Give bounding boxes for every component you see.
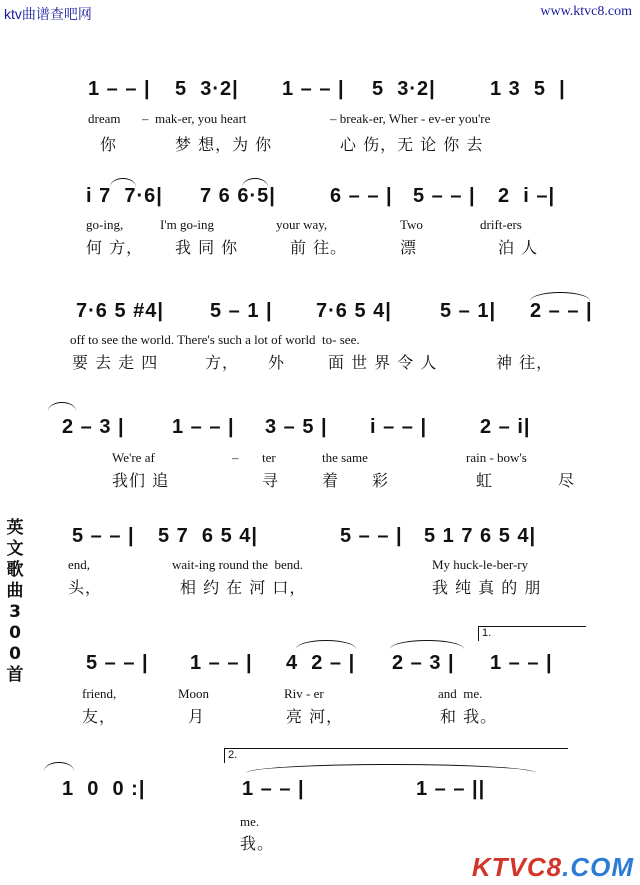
lyric: 友， — [82, 707, 117, 726]
measure: 5 7 6 5 4| — [158, 525, 258, 547]
lyric: 你 — [100, 135, 118, 154]
site-logo — [472, 852, 634, 883]
lyric: 泊 人 — [498, 238, 539, 257]
lyric: 要 去 走 四 — [72, 353, 159, 372]
lyric: My huck-le-ber-ry — [432, 557, 529, 572]
slur — [44, 762, 74, 771]
measure: 2 – 3 | — [62, 416, 125, 438]
lyric: 虹 — [476, 471, 494, 490]
lyric: I'm go-ing — [160, 217, 214, 232]
side-char: 文 — [6, 539, 24, 559]
slur — [246, 764, 536, 773]
lyric: 我 纯 真 的 朋 — [432, 578, 542, 597]
notation-line-2 — [0, 185, 640, 211]
measure: 5 – 1 | — [210, 300, 273, 322]
measure: 1 – – | — [282, 78, 345, 100]
lyric: 心 伤，无 论 你 去 — [340, 135, 484, 154]
side-char: 首 — [6, 665, 24, 685]
measure: 2 i –| — [498, 185, 556, 207]
measure: 1 – – || — [416, 778, 486, 800]
side-char: 3 — [9, 602, 21, 622]
side-char: 英 — [6, 518, 24, 538]
measure: 4 2 – | — [286, 652, 356, 674]
watermark-left: ktv曲谱查吧网 — [4, 6, 92, 22]
measure: 2 – i| — [480, 416, 531, 438]
side-char: 歌 — [6, 560, 24, 580]
lyric: and me. — [438, 686, 483, 701]
side-char: 曲 — [6, 581, 24, 601]
measure: 3 – 5 | — [265, 416, 328, 438]
measure: i 7 7·6| — [86, 185, 163, 207]
lyric: 月 — [188, 707, 206, 726]
measure: 5 – – | — [340, 525, 403, 547]
lyric: 相 约 在 河 口， — [180, 578, 307, 597]
notation-line-6 — [0, 652, 640, 678]
lyric: 方， — [205, 353, 240, 372]
lyric: 和 我。 — [440, 707, 498, 726]
lyric: the same — [322, 450, 368, 465]
logo-main: KTVC8 — [471, 852, 563, 882]
lyric: 何 方， — [86, 238, 144, 257]
lyric: 我 同 你 — [175, 238, 239, 257]
measure: 2 – 3 | — [392, 652, 455, 674]
lyric: go-ing, — [86, 217, 124, 232]
lyric: 面 世 界 令 人 — [328, 353, 438, 372]
measure: 1 – – | — [190, 652, 253, 674]
slur — [296, 640, 356, 649]
measure: 1 – – | — [172, 416, 235, 438]
lyric: – break-er, Wher - ev-er you're — [330, 111, 491, 126]
lyric: – — [232, 450, 239, 465]
side-char: 0 — [9, 623, 21, 643]
lyric: 尽 — [558, 471, 576, 490]
lyric: We're af — [112, 450, 155, 465]
measure: 1 0 0 :| — [62, 778, 146, 800]
lyric: 着 — [322, 471, 340, 490]
measure: 7·6 5 #4| — [76, 300, 164, 322]
measure: 7·6 5 4| — [316, 300, 392, 322]
lyric: 神 往， — [496, 353, 554, 372]
side-char: 0 — [9, 644, 21, 664]
lyric: friend, — [82, 686, 117, 701]
measure: 5 – – | — [413, 185, 476, 207]
lyric: off to see the world. There's such a lot of world to- see. — [70, 332, 360, 347]
notation-line-4 — [0, 416, 640, 442]
volta-second-ending: 2. — [224, 748, 568, 763]
measure: 5 – – | — [72, 525, 135, 547]
lyric: 前 往。 — [290, 238, 348, 257]
lyric: drift-ers — [480, 217, 522, 232]
measure: 1 – – | — [242, 778, 305, 800]
measure: 5 3·2| — [372, 78, 436, 100]
measure: 5 – 1| — [440, 300, 497, 322]
lyric: 头， — [68, 578, 103, 597]
lyric: me. — [240, 814, 260, 829]
measure: 1 – – | — [88, 78, 151, 100]
measure: i – – | — [370, 416, 428, 438]
volta-first-ending: 1. — [478, 626, 586, 641]
measure: 7 6 6·5| — [200, 185, 276, 207]
lyric: 漂 — [400, 238, 418, 257]
lyric: dream — [88, 111, 121, 126]
lyric: 彩 — [372, 471, 390, 490]
measure: 1 3 5 | — [490, 78, 566, 100]
lyric: wait-ing round the bend. — [172, 557, 304, 572]
slur — [390, 640, 464, 649]
lyric: 亮 河， — [286, 707, 344, 726]
lyric: 寻 — [262, 471, 280, 490]
lyric: 我。 — [240, 834, 275, 853]
slur — [48, 402, 76, 411]
notation-line-7 — [0, 778, 640, 804]
watermark-right: www.ktvc8.com — [540, 4, 632, 19]
measure: 1 – – | — [490, 652, 553, 674]
notation-line-5 — [0, 525, 640, 551]
measure: 5 3·2| — [175, 78, 239, 100]
lyric: 梦 想，为 你 — [175, 135, 273, 154]
lyric: ter — [262, 450, 276, 465]
lyric: Moon — [178, 686, 210, 701]
lyric: end, — [68, 557, 91, 572]
notation-line-1 — [0, 78, 640, 104]
notation-line-3 — [0, 300, 640, 326]
lyric: Two — [400, 217, 423, 232]
measure: 2 – – | — [530, 300, 593, 322]
lyric: 我们 追 — [112, 471, 170, 490]
lyric: 外 — [268, 353, 286, 372]
logo-tail: .COM — [562, 852, 634, 882]
lyric: – mak-er, you heart — [142, 111, 247, 126]
lyric: your way, — [276, 217, 328, 232]
lyric: Riv - er — [284, 686, 324, 701]
measure: 5 1 7 6 5 4| — [424, 525, 537, 547]
measure: 6 – – | — [330, 185, 393, 207]
measure: 5 – – | — [86, 652, 149, 674]
lyric: rain - bow's — [466, 450, 527, 465]
